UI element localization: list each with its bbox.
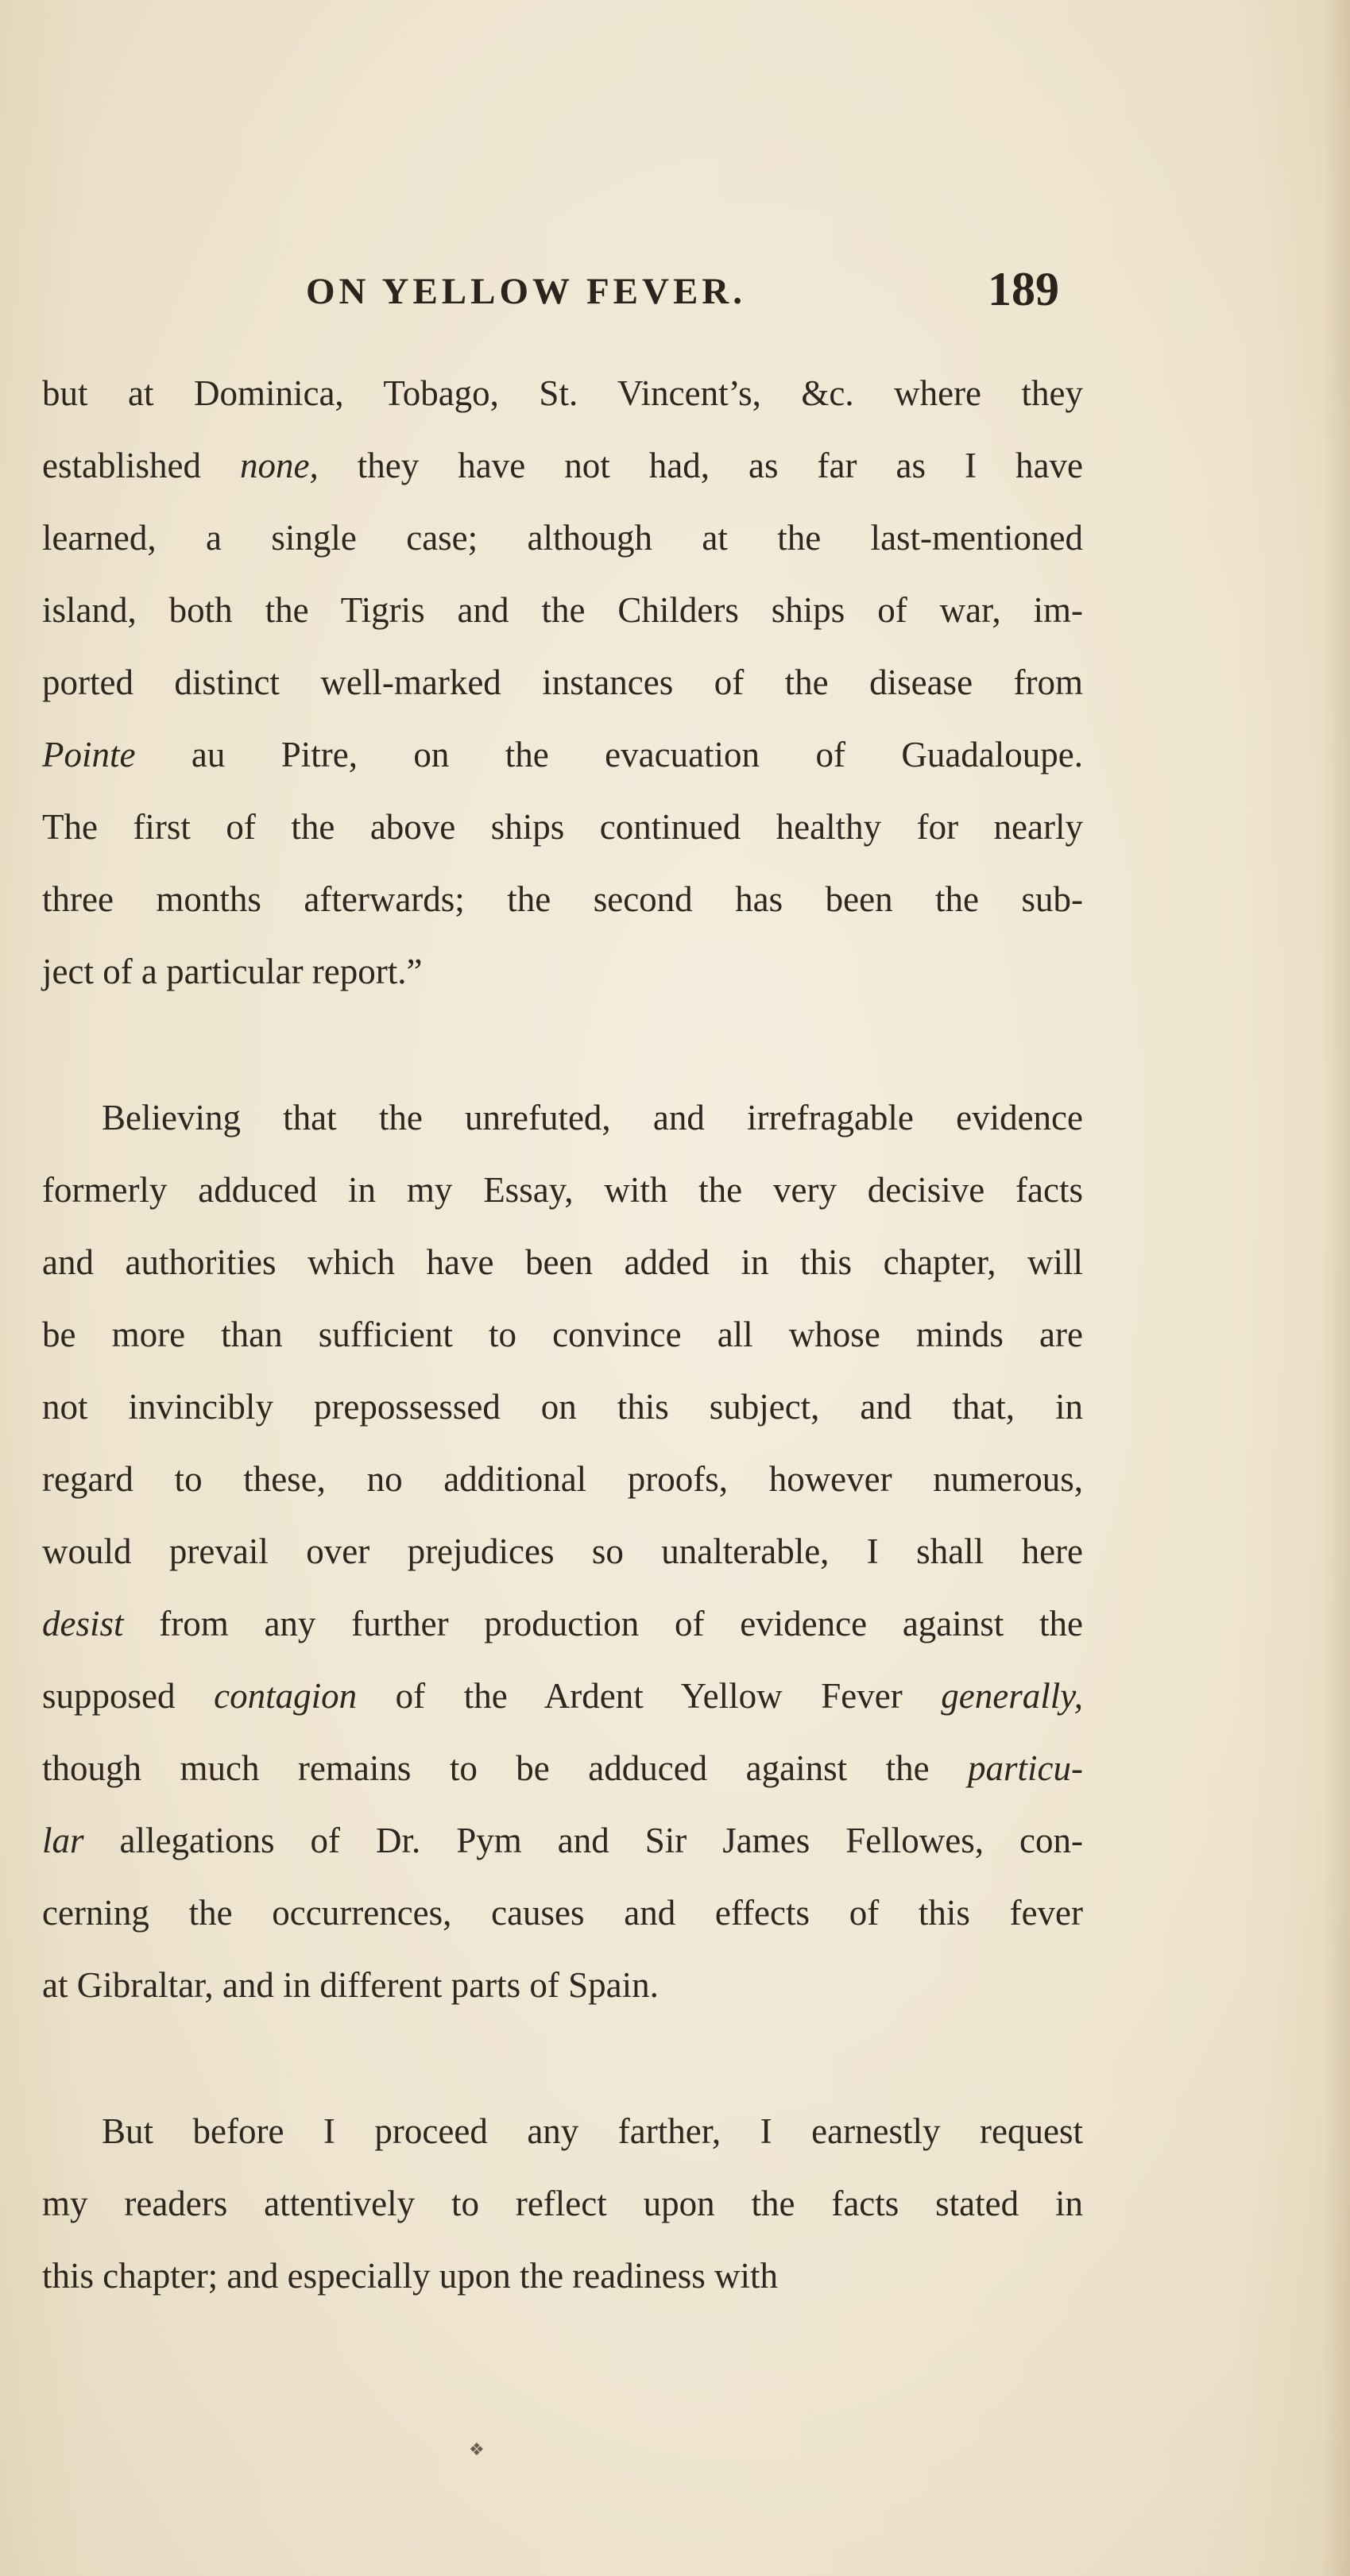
italic-span: contagion [214, 1676, 358, 1716]
text-span: supposed [42, 1676, 215, 1716]
italic-span: Pointe [42, 735, 136, 774]
text-span: of the Ardent Yellow Fever [357, 1676, 942, 1716]
text-line [42, 1516, 1083, 1588]
text-span: not invincibly prepossessed on this subject, and that, in [42, 1387, 1083, 1427]
text-line [42, 1949, 1083, 2022]
text-line [42, 1588, 1083, 1660]
italic-span: generally, [941, 1676, 1083, 1716]
text-line [42, 1226, 1083, 1299]
text-span: au Pitre, on the evacuation of Guadaloupe. [135, 735, 1083, 774]
text-line [42, 2168, 1083, 2240]
text-line [42, 2240, 1083, 2312]
text-line [42, 1154, 1083, 1226]
text-span: but at Dominica, Tobago, St. Vincent’s, &c. where they [42, 373, 1083, 413]
text-span: ported distinct well-marked instances of the disease from [42, 662, 1083, 702]
text-line [42, 1443, 1083, 1516]
paragraph [42, 2095, 1083, 2312]
paragraph [42, 1082, 1083, 2022]
running-head: ON YELLOW FEVER. [306, 271, 746, 312]
body-text [42, 357, 1083, 2312]
page-edge-shadow [1323, 0, 1350, 2576]
text-span: this chapter; and especially upon the readiness with [42, 2256, 778, 2296]
italic-span: none, [239, 446, 319, 485]
text-line [42, 936, 1083, 1008]
text-span: allegations of Dr. Pym and Sir James Fellowes, con- [83, 1821, 1083, 1860]
text-line [42, 1877, 1083, 1949]
paragraph-gap [42, 2022, 1083, 2095]
text-span: The first of the above ships continued healthy for nearly [42, 807, 1083, 847]
text-line [42, 1732, 1083, 1805]
text-span: island, both the Tigris and the Childers ships of war, im- [42, 590, 1083, 630]
text-span: formerly adduced in my Essay, with the very decisive facts [42, 1170, 1083, 1210]
text-line [42, 1082, 1083, 1154]
text-line [42, 863, 1083, 936]
text-span: Believing that the unrefuted, and irrefragable evidence [102, 1098, 1083, 1137]
text-span: be more than sufficient to convince all whose minds are [42, 1315, 1083, 1354]
text-span: would prevail over prejudices so unalterable, I shall here [42, 1531, 1083, 1571]
text-line [42, 2095, 1083, 2168]
text-line [42, 1371, 1083, 1443]
italic-span: particu- [968, 1748, 1083, 1788]
text-line [42, 357, 1083, 430]
text-span: ject of a particular report.” [42, 952, 423, 991]
text-span: from any further production of evidence against the [123, 1604, 1083, 1643]
text-line [42, 647, 1083, 719]
text-span: learned, a single case; although at the last-mentioned [42, 518, 1083, 558]
text-span: regard to these, no additional proofs, however numerous, [42, 1459, 1083, 1499]
text-span: But before I proceed any farther, I earnestly request [102, 2111, 1083, 2151]
text-span: cerning the occurrences, causes and effects of this fever [42, 1893, 1083, 1933]
italic-span: lar [42, 1821, 84, 1860]
text-line [42, 1299, 1083, 1371]
text-line [42, 791, 1083, 863]
text-span: my readers attentively to reflect upon the facts stated in [42, 2184, 1083, 2223]
text-line [42, 574, 1083, 647]
page-number: 189 [988, 263, 1059, 315]
text-span: though much remains to be adduced against the [42, 1748, 969, 1788]
paragraph [42, 357, 1083, 1008]
text-line [42, 1660, 1083, 1732]
text-span: and authorities which have been added in this chapter, will [42, 1242, 1083, 1282]
text-span: at Gibraltar, and in different parts of Spain. [42, 1965, 659, 2005]
text-line [42, 1805, 1083, 1877]
italic-span: desist [42, 1604, 124, 1643]
text-line [42, 502, 1083, 574]
text-line [42, 719, 1083, 791]
text-span: three months afterwards; the second has been the sub- [42, 879, 1083, 919]
text-span: they have not had, as far as I have [318, 446, 1083, 485]
text-span: established [42, 446, 240, 485]
text-line [42, 430, 1083, 502]
signature-mark: ❖ [469, 2440, 485, 2460]
paragraph-gap [42, 1008, 1083, 1082]
